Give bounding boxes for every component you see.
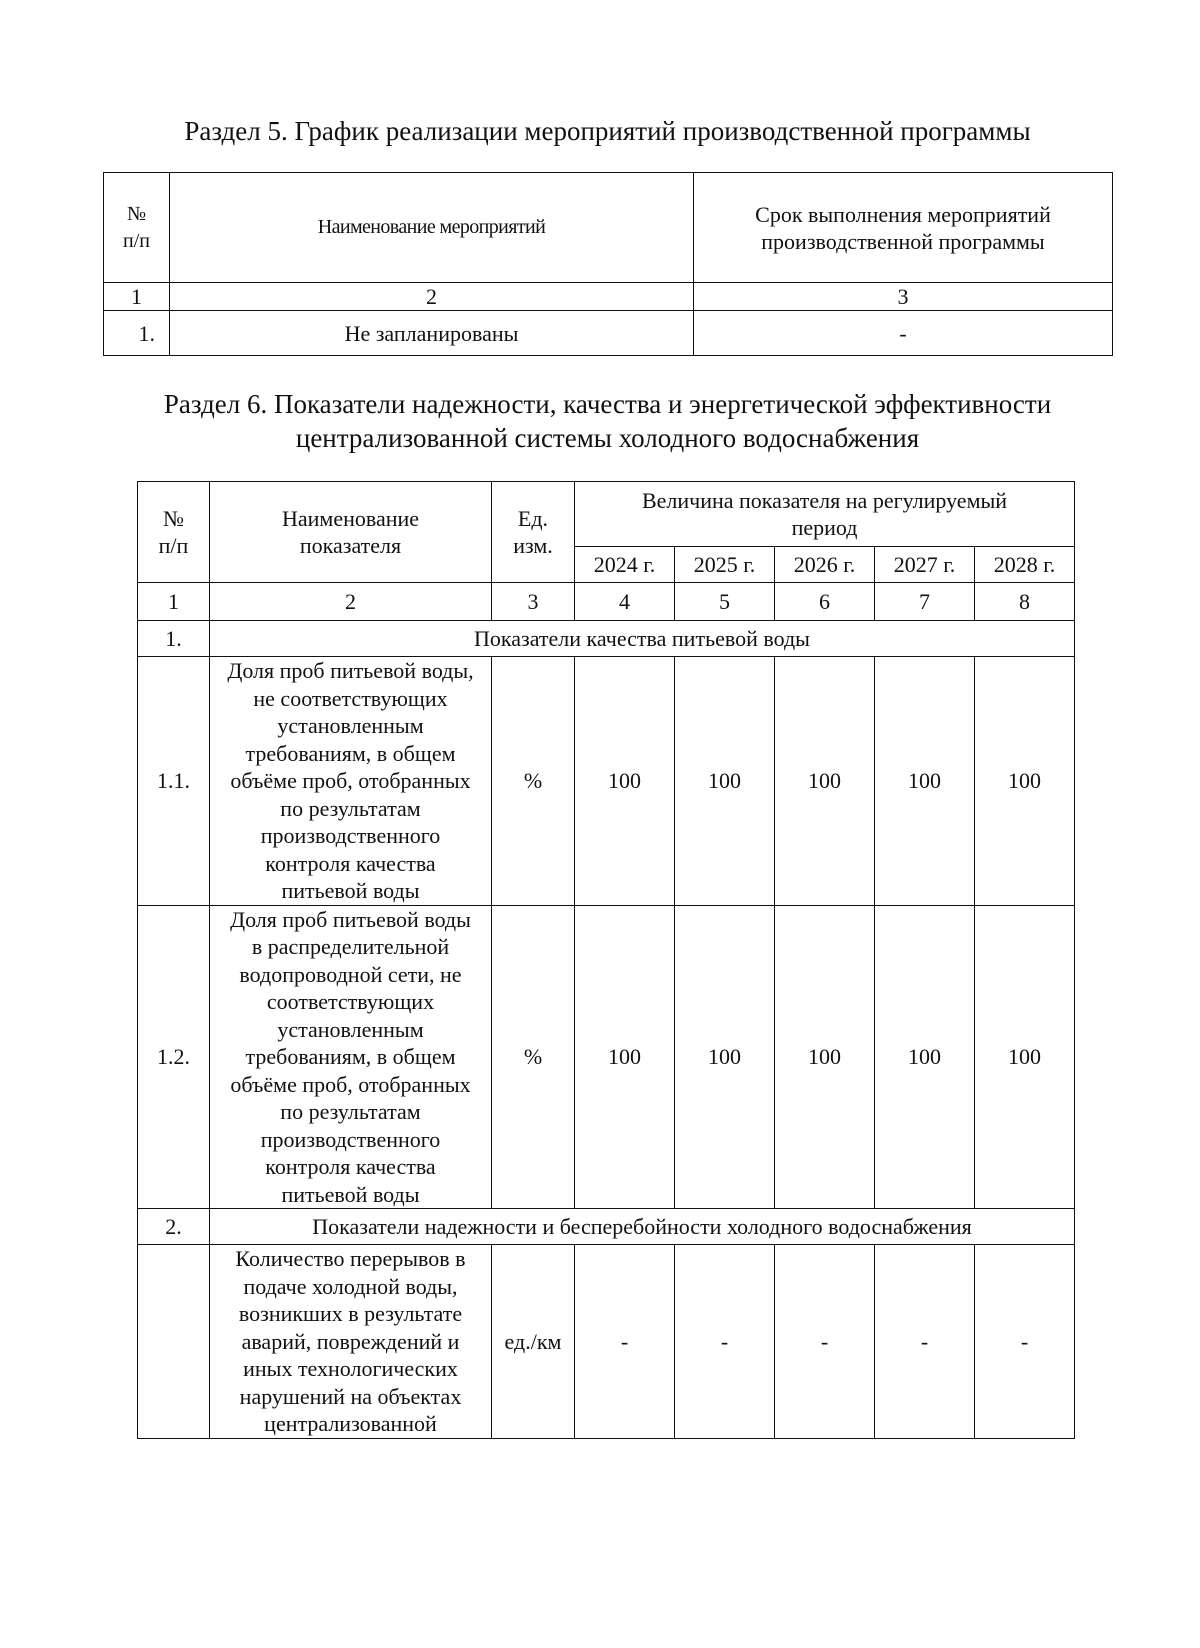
row-name: Количество перерывов в подаче холодной воды, возникших в результате аварий, повреждений и иных технологических нарушений на объектах централизованной bbox=[210, 1245, 492, 1439]
index-cell: 2 bbox=[210, 583, 492, 621]
row-unit: % bbox=[492, 657, 575, 906]
row-value: - bbox=[975, 1245, 1075, 1439]
index-row bbox=[104, 283, 1113, 311]
row-unit: ед./км bbox=[492, 1245, 575, 1439]
header-name: Наименование показателя bbox=[210, 482, 492, 583]
group-row bbox=[138, 1209, 1075, 1245]
row-value: 100 bbox=[675, 657, 775, 906]
index-cell: 1 bbox=[138, 583, 210, 621]
row-unit: % bbox=[492, 905, 575, 1209]
group-num: 2. bbox=[138, 1209, 210, 1245]
table-header-row bbox=[138, 482, 1075, 547]
row-value: - bbox=[675, 1245, 775, 1439]
index-cell: 3 bbox=[694, 283, 1113, 311]
section6-title bbox=[100, 387, 1115, 455]
row-name: Не запланированы bbox=[170, 311, 694, 356]
row-value: 100 bbox=[775, 657, 875, 906]
row-value: 100 bbox=[975, 657, 1075, 906]
table-row bbox=[138, 905, 1075, 1209]
header-year: 2024 г. bbox=[575, 547, 675, 583]
row-value: 100 bbox=[575, 657, 675, 906]
header-year: 2027 г. bbox=[875, 547, 975, 583]
header-num: № п/п bbox=[104, 173, 170, 283]
index-cell: 7 bbox=[875, 583, 975, 621]
row-value: 100 bbox=[875, 905, 975, 1209]
row-name: Доля проб питьевой воды в распределительной водопроводной сети, не соответствующих установленным требованиям, в общем объёме проб, отобранных по результатам производственного контроля качества питьевой воды bbox=[210, 905, 492, 1209]
index-cell: 6 bbox=[775, 583, 875, 621]
section6-title-line2: централизованной системы холодного водоснабжения bbox=[295, 423, 920, 453]
section5-table bbox=[103, 172, 1113, 356]
row-value: 100 bbox=[775, 905, 875, 1209]
row-num: 1. bbox=[104, 311, 170, 356]
header-year: 2025 г. bbox=[675, 547, 775, 583]
row-num bbox=[138, 1245, 210, 1439]
row-value: 100 bbox=[975, 905, 1075, 1209]
header-unit: Ед. изм. bbox=[492, 482, 575, 583]
index-cell: 3 bbox=[492, 583, 575, 621]
section6-title-line1: Раздел 6. Показатели надежности, качества и энергетической эффективности bbox=[163, 389, 1052, 419]
index-cell: 4 bbox=[575, 583, 675, 621]
header-num: № п/п bbox=[138, 482, 210, 583]
table-row bbox=[138, 657, 1075, 906]
group-num: 1. bbox=[138, 621, 210, 657]
row-value: 100 bbox=[675, 905, 775, 1209]
group-row bbox=[138, 621, 1075, 657]
table-header-row bbox=[104, 173, 1113, 283]
row-value: - bbox=[775, 1245, 875, 1439]
row-value: 100 bbox=[875, 657, 975, 906]
row-name: Доля проб питьевой воды, не соответствующих установленным требованиям, в общем объёме проб, отобранных по результатам производственного контроля качества питьевой воды bbox=[210, 657, 492, 906]
row-term: - bbox=[694, 311, 1113, 356]
header-name: Наименование мероприятий bbox=[170, 173, 694, 283]
row-num: 1.2. bbox=[138, 905, 210, 1209]
index-cell: 5 bbox=[675, 583, 775, 621]
row-value: 100 bbox=[575, 905, 675, 1209]
group-title: Показатели качества питьевой воды bbox=[210, 621, 1075, 657]
row-value: - bbox=[575, 1245, 675, 1439]
index-cell: 8 bbox=[975, 583, 1075, 621]
row-num: 1.1. bbox=[138, 657, 210, 906]
header-period: Величина показателя на регулируемый период bbox=[575, 482, 1075, 547]
section5-title: Раздел 5. График реализации мероприятий производственной программы bbox=[184, 116, 1031, 146]
group-title: Показатели надежности и бесперебойности холодного водоснабжения bbox=[210, 1209, 1075, 1245]
table-row bbox=[104, 311, 1113, 356]
row-value: - bbox=[875, 1245, 975, 1439]
index-row bbox=[138, 583, 1075, 621]
header-year: 2028 г. bbox=[975, 547, 1075, 583]
table-row bbox=[138, 1245, 1075, 1439]
index-cell: 2 bbox=[170, 283, 694, 311]
header-year: 2026 г. bbox=[775, 547, 875, 583]
header-term: Срок выполнения мероприятий производственной программы bbox=[694, 173, 1113, 283]
section6-table bbox=[137, 481, 1075, 1439]
index-cell: 1 bbox=[104, 283, 170, 311]
